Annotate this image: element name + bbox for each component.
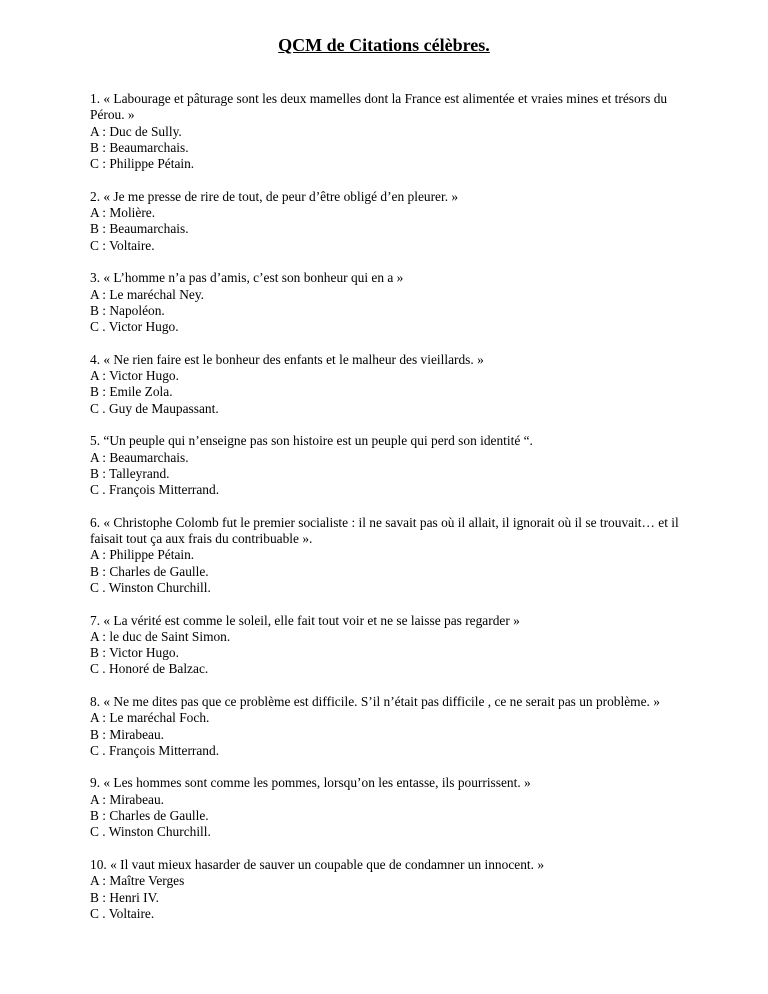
answer-option: C : Philippe Pétain. [90,156,195,172]
question-stem: 6. « Christophe Colomb fut le premier socialiste : il ne savait pas où il allait, il ignorait où il se trouvait… et il faisait tout ça aux frais du contribuable ». [90,514,679,547]
answer-option: C . Guy de Maupassant. [90,400,219,416]
answer-option: A : Le maréchal Foch. [90,710,210,726]
question-item [90,270,680,335]
answer-option: B : Napoléon. [90,302,165,318]
answer-option: B : Victor Hugo. [90,645,179,661]
answer-option: B : Henri IV. [90,889,159,905]
answer-option: C : Voltaire. [90,237,155,253]
answer-option: B : Beaumarchais. [90,221,189,237]
question-item [90,433,680,498]
answer-option: A : Mirabeau. [90,791,165,807]
answer-option: A : Maître Verges [90,873,185,889]
answer-option: A : Victor Hugo. [90,368,179,384]
question-stem: 3. « L’homme n’a pas d’amis, c’est son bonheur qui en a » [90,270,404,286]
question-item [90,775,680,840]
answer-option: B : Talleyrand. [90,465,170,481]
question-stem: 2. « Je me presse de rire de tout, de peur d’être obligé d’en pleurer. » [90,188,459,204]
answer-option: C . François Mitterrand. [90,742,220,758]
question-item [90,91,680,172]
question-item [90,189,680,254]
answer-option: B : Mirabeau. [90,726,165,742]
answer-option: B : Charles de Gaulle. [90,563,209,579]
answer-option: C . François Mitterrand. [90,482,220,498]
question-stem: 7. « La vérité est comme le soleil, elle fait tout voir et ne se laisse pas regarder » [90,612,520,628]
question-stem: 8. « Ne me dites pas que ce problème est difficile. S’il n’était pas difficile , ce ne serait pas un problème. » [90,693,660,709]
answer-option: C . Winston Churchill. [90,579,211,595]
question-stem: 1. « Labourage et pâturage sont les deux mamelles dont la France est alimentée et vraies mines et trésors du Pérou. » [90,91,668,123]
question-stem: 10. « Il vaut mieux hasarder de sauver un coupable que de condamner un innocent. » [90,856,545,872]
answer-option: C . Victor Hugo. [90,319,179,335]
question-item [90,694,680,759]
answer-option: C . Winston Churchill. [90,824,211,840]
question-item [90,613,680,678]
answer-option: A : Duc de Sully. [90,123,182,139]
question-stem: 4. « Ne rien faire est le bonheur des enfants et le malheur des vieillards. » [90,351,484,367]
answer-option: A : Le maréchal Ney. [90,286,205,302]
page-title: QCM de Citations célèbres. [278,35,490,55]
question-stem: 9. « Les hommes sont comme les pommes, lorsqu’on les entasse, ils pourrissent. » [90,775,531,791]
question-list [90,91,680,938]
question-stem: 5. “Un peuple qui n’enseigne pas son histoire est un peuple qui perd son identité “. [90,433,533,449]
answer-option: B : Beaumarchais. [90,139,189,155]
answer-option: C . Voltaire. [90,905,155,921]
question-item [90,352,680,417]
answer-option: A : Philippe Pétain. [90,547,195,563]
answer-option: A : le duc de Saint Simon. [90,628,231,644]
answer-option: B : Emile Zola. [90,384,173,400]
answer-option: A : Beaumarchais. [90,449,189,465]
answer-option: B : Charles de Gaulle. [90,808,209,824]
answer-option: A : Molière. [90,205,156,221]
answer-option: C . Honoré de Balzac. [90,661,209,677]
question-item [90,857,680,922]
question-item [90,515,680,596]
